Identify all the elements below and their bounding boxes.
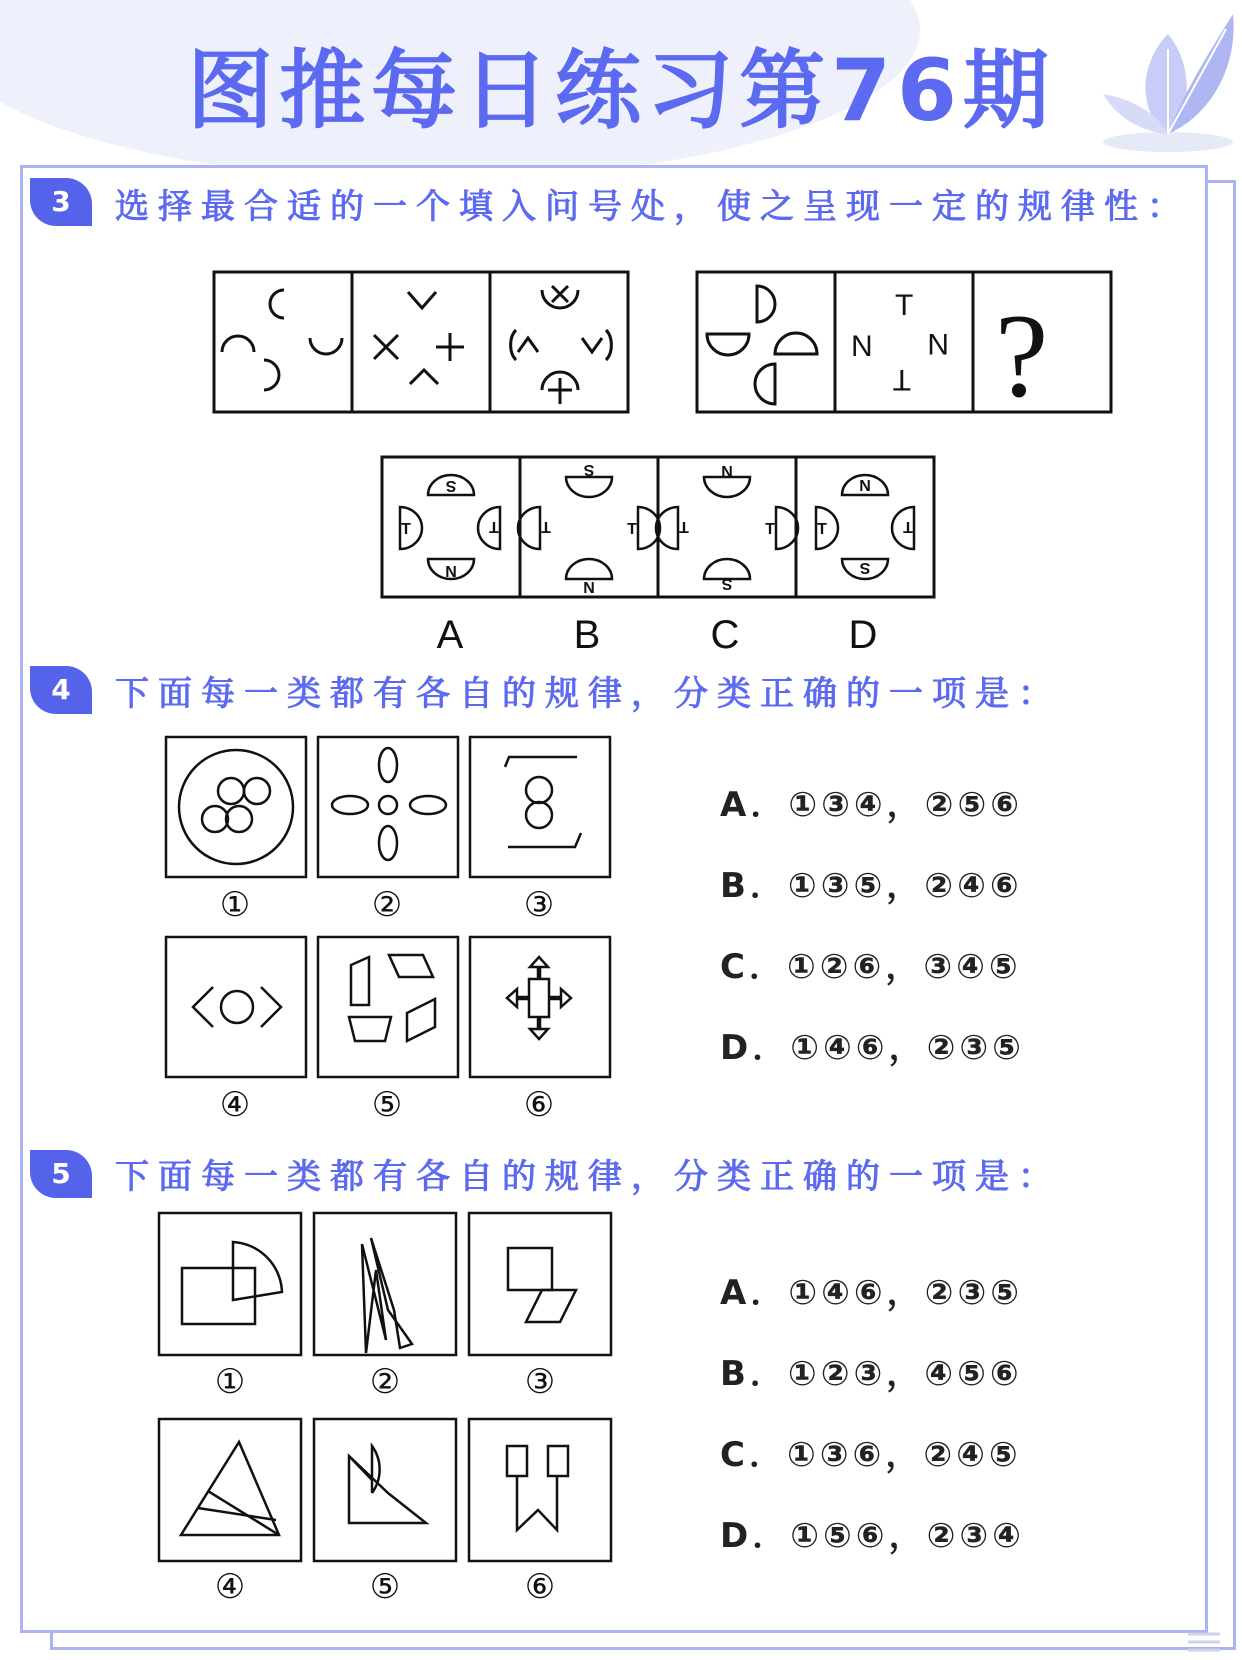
svg-text:T: T xyxy=(895,289,914,322)
svg-text:S: S xyxy=(445,477,457,494)
q5-answer-a[interactable]: A．①④⑥，②③⑤ xyxy=(720,1273,1024,1313)
svg-text:T: T xyxy=(541,518,551,535)
q4-figure-2-label: ② xyxy=(371,885,403,925)
q3-options-figures xyxy=(380,455,940,600)
q5-figure-1-label: ① xyxy=(214,1362,246,1402)
svg-text:T: T xyxy=(401,521,411,538)
svg-text:T: T xyxy=(679,518,689,535)
svg-text:S: S xyxy=(583,461,595,478)
q5-figure-6-label: ⑥ xyxy=(524,1567,556,1607)
q5-figure-2-label: ② xyxy=(369,1362,401,1402)
q5-answer-c[interactable]: C．①③⑥，②④⑤ xyxy=(720,1435,1022,1475)
q5-figure-3-label: ③ xyxy=(524,1362,556,1402)
svg-text:T: T xyxy=(903,518,913,535)
q4-answer-c[interactable]: C．①②⑥，③④⑤ xyxy=(720,947,1022,987)
q3-option-b-label[interactable]: B xyxy=(573,613,601,657)
question-5-badge: 5 xyxy=(30,1150,92,1198)
q4-figure-6-label: ⑥ xyxy=(523,1085,555,1125)
svg-text:T: T xyxy=(817,521,827,538)
svg-text:N: N xyxy=(927,327,949,360)
svg-text:S: S xyxy=(859,559,871,576)
q4-answer-d[interactable]: D．①④⑥，②③⑤ xyxy=(720,1028,1025,1068)
question-5-text: 下面每一类都有各自的规律，分类正确的一项是： xyxy=(115,1157,1061,1197)
q4-figure-4-label: ④ xyxy=(219,1085,251,1125)
svg-text:N: N xyxy=(859,478,871,495)
q3-figure-group-2 xyxy=(695,270,1115,415)
q3-option-d-label[interactable]: D xyxy=(848,613,878,657)
q5-answer-d[interactable]: D．①⑤⑥，②③④ xyxy=(720,1516,1025,1556)
svg-text:T: T xyxy=(627,521,637,538)
q3-option-a-label[interactable]: A xyxy=(436,613,464,657)
svg-text:T: T xyxy=(892,363,911,396)
question-4-text: 下面每一类都有各自的规律，分类正确的一项是： xyxy=(115,674,1061,714)
question-4-badge: 4 xyxy=(30,666,92,714)
svg-text:N: N xyxy=(445,564,457,581)
svg-text:N: N xyxy=(851,330,873,363)
page-title: 图推每日练习第76期 xyxy=(187,41,1055,141)
q5-figure-4-label: ④ xyxy=(214,1567,246,1607)
svg-text:T: T xyxy=(765,521,775,538)
svg-text:N: N xyxy=(583,580,595,597)
menu-lines-icon xyxy=(1184,1630,1224,1654)
q4-figure-3-label: ③ xyxy=(523,885,555,925)
q5-answer-b[interactable]: B．①②③，④⑤⑥ xyxy=(720,1354,1023,1394)
svg-text:S: S xyxy=(721,575,733,592)
question-3-text: 选择最合适的一个填入问号处，使之呈现一定的规律性： xyxy=(115,187,1190,227)
question-mark: ? xyxy=(995,289,1049,415)
q3-option-c-label[interactable]: C xyxy=(710,613,740,657)
q4-answer-a[interactable]: A．①③④，②⑤⑥ xyxy=(720,785,1024,825)
q4-answer-b[interactable]: B．①③⑤，②④⑥ xyxy=(720,866,1023,906)
q4-figure-5-label: ⑤ xyxy=(371,1085,403,1125)
svg-text:T: T xyxy=(489,518,499,535)
q3-figure-group-1 xyxy=(212,270,632,415)
svg-text:N: N xyxy=(721,464,733,481)
q4-figure-1-label: ① xyxy=(219,885,251,925)
question-3-badge: 3 xyxy=(30,178,92,226)
q5-figure-5-label: ⑤ xyxy=(369,1567,401,1607)
